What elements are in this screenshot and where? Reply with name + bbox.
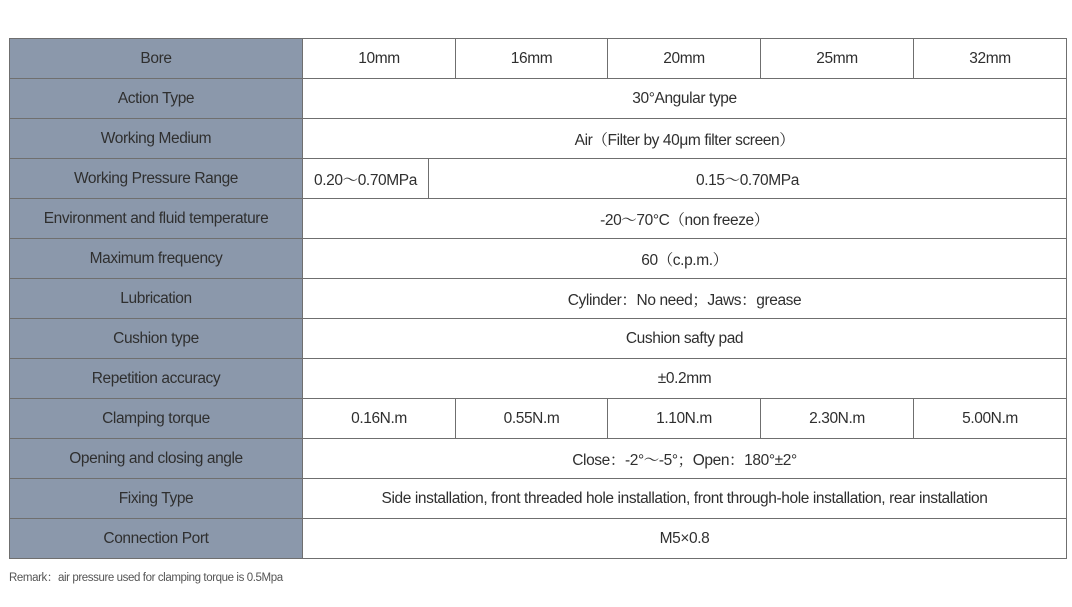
table-row-cushion-type	[10, 319, 1067, 359]
row-label-working-pressure: Working Pressure Range	[10, 159, 303, 199]
cushion-type-value: Cushion safty pad	[303, 319, 1067, 359]
fixing-type-value: Side installation, front threaded hole installation, front through-hole installation, rear installation	[303, 479, 1067, 519]
table-row-clamping-torque	[10, 399, 1067, 439]
clamping-torque-20mm: 1.10N.m	[608, 399, 761, 439]
row-label-environment-temp: Environment and fluid temperature	[10, 199, 303, 239]
clamping-torque-10mm: 0.16N.m	[303, 399, 456, 439]
bore-16mm: 16mm	[456, 39, 608, 79]
table-row-bore	[10, 39, 1067, 79]
remark-note: Remark：air pressure used for clamping torque is 0.5Mpa	[9, 572, 283, 584]
row-label-bore: Bore	[10, 39, 303, 79]
table-row-fixing-type	[10, 479, 1067, 519]
bore-32mm: 32mm	[914, 39, 1067, 79]
clamping-torque-16mm: 0.55N.m	[456, 399, 608, 439]
table-row-working-pressure	[10, 159, 1067, 199]
row-label-action-type: Action Type	[10, 79, 303, 119]
max-frequency-value: 60（c.p.m.）	[303, 239, 1067, 279]
row-label-connection-port: Connection Port	[10, 519, 303, 559]
table-row-opening-angle	[10, 439, 1067, 479]
clamping-torque-25mm: 2.30N.m	[761, 399, 914, 439]
lubrication-value: Cylinder：No need；Jaws：grease	[303, 279, 1067, 319]
repetition-accuracy-value: ±0.2mm	[303, 359, 1067, 399]
bore-10mm: 10mm	[303, 39, 456, 79]
working-medium-value: Air（Filter by 40μm filter screen）	[303, 119, 1067, 159]
table-row-working-medium	[10, 119, 1067, 159]
connection-port-value: M5×0.8	[303, 519, 1067, 559]
working-pressure-10mm: 0.20～0.70MPa	[303, 159, 429, 199]
bore-25mm: 25mm	[761, 39, 914, 79]
specification-table	[9, 38, 1067, 559]
row-label-clamping-torque: Clamping torque	[10, 399, 303, 439]
table-row-max-frequency	[10, 239, 1067, 279]
row-label-repetition-accuracy: Repetition accuracy	[10, 359, 303, 399]
table-row-action-type	[10, 79, 1067, 119]
table-row-lubrication	[10, 279, 1067, 319]
row-label-opening-angle: Opening and closing angle	[10, 439, 303, 479]
bore-20mm: 20mm	[608, 39, 761, 79]
row-label-cushion-type: Cushion type	[10, 319, 303, 359]
working-pressure-others: 0.15～0.70MPa	[429, 159, 1067, 199]
row-label-fixing-type: Fixing Type	[10, 479, 303, 519]
row-label-lubrication: Lubrication	[10, 279, 303, 319]
row-label-working-medium: Working Medium	[10, 119, 303, 159]
clamping-torque-32mm: 5.00N.m	[914, 399, 1067, 439]
environment-temp-value: -20～70°C（non freeze）	[303, 199, 1067, 239]
opening-angle-value: Close：-2°～-5°；Open：180°±2°	[303, 439, 1067, 479]
table-row-connection-port	[10, 519, 1067, 559]
row-label-max-frequency: Maximum frequency	[10, 239, 303, 279]
table-row-environment-temp	[10, 199, 1067, 239]
action-type-value: 30°Angular type	[303, 79, 1067, 119]
table-row-repetition-accuracy	[10, 359, 1067, 399]
